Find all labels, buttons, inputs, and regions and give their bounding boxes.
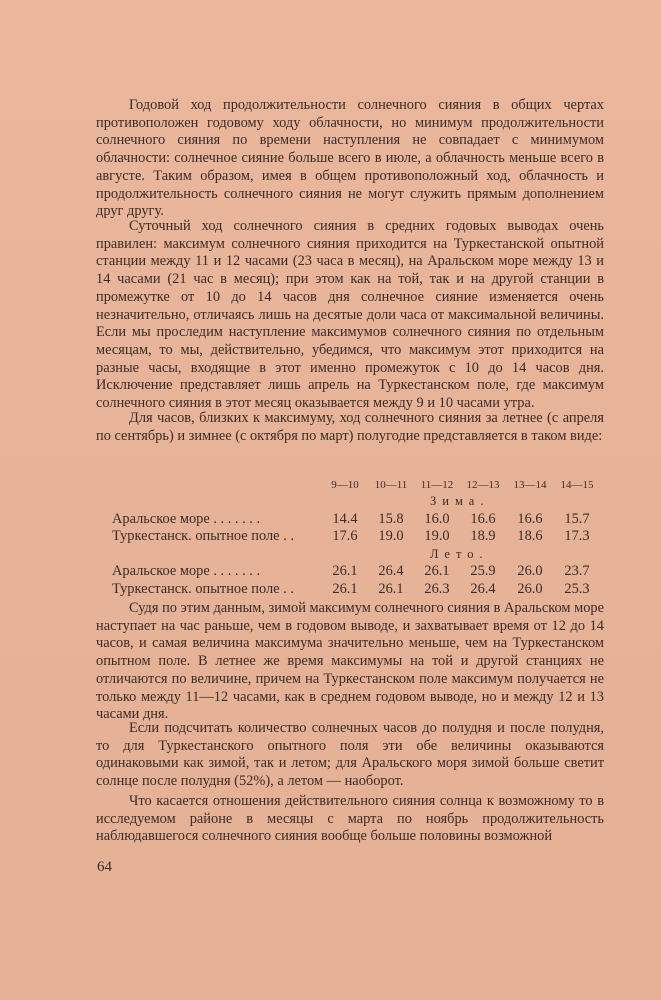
table-cell: 26.0 [517,580,543,597]
table-cell: 25.9 [470,563,496,579]
season-label: Лето. [430,546,489,561]
row-label: Аральское море . . . . . . . [112,510,261,527]
table-cell: 14.4 [332,510,358,527]
table-row [112,528,602,546]
season-label: Зима. [430,494,490,508]
paragraph-1 [96,97,604,221]
table-cell: 18.6 [517,528,543,544]
row-label: Туркестанск. опытное поле . . [112,528,294,544]
paragraph-text: Суточный ход солнечного сияния в средних годовых выводах очень правилен: максимум солнечного сияния приходится на Туркестанской опытной станции между 11 и 12 часами (23 часа в месяц), на Аральском море между 13 и 14 часами (21 час в месяц); при этом как на той, так и на другой станции в промежутке от 10 до 14 часов дня солнечное сияние изменяется очень незначительно, отличаясь лишь на десятые доли часа от максимальной величины. Если мы проследим наступление максимумов солнечного сияния по отдельным месяцам, то мы, действительно, убедимся, что максимум этот приходится на разные часы, входящие в этот именно промежуток с 10 до 14 часов дня. Исключение представляет лишь апрель на Туркестанском поле, где максимум солнечного сияния в этот месяц оказывается между 9 и 10 часами утра. [96,218,604,412]
table-cell: 15.7 [564,510,590,527]
table-cell: 19.0 [378,528,404,544]
row-label: Аральское море . . . . . . . [112,563,261,579]
table-cell: 17.6 [332,528,358,544]
table-cell: 16.0 [424,510,450,527]
season-heading-winter [112,493,602,511]
table-row [112,511,602,529]
table-cell: 15.8 [378,510,404,527]
hour-header: 12—13 [466,479,500,491]
table-cell: 26.1 [332,563,358,579]
paragraph-3 [96,410,604,445]
table-cell: 25.3 [564,580,590,597]
table-cell: 16.6 [470,510,496,527]
table-cell: 26.1 [424,563,450,579]
row-label: Туркестанск. опытное поле . . [112,580,294,597]
table-row [112,581,602,599]
paragraph-text: Если подсчитать количество солнечных часов до полудня и после полудня, то для Туркестанского опытного поля эти обе величины оказываются одинаковыми как зимой, так и летом; для Аральского моря зимой больше светит солнце после полудня (52%), а летом — наоборот. [96,720,604,790]
table-cell: 26.1 [332,580,358,597]
hour-header: 10—11 [374,479,408,491]
season-heading-summer [112,546,602,564]
table-row [112,563,602,581]
paragraph-6 [96,793,604,846]
hour-header: 9—10 [331,479,359,491]
paragraph-text: Что касается отношения действительного сияния солнца к возможному то в исследуемом районе в месяцы с марта по ноябрь продолжительность наблюдавшегося солнечного сияния вообще больше половины возможной [96,793,604,845]
table-cell: 26.0 [517,563,543,579]
table-cell: 19.0 [424,528,450,544]
table-cell: 26.4 [470,580,496,597]
sunshine-table [112,477,602,598]
paragraph-text: Годовой ход продолжительности солнечного сияния в общих чертах противоположен годовому ходу облачности, но минимум продолжительности солнечного сияния по времени наступления не совпадает с минимумом облачности: солнечное сияние больше всего в июле, а облачность меньше всего в августе. Таким образом, имея в общем противоположный ход, облачность и продолжительность солнечного сияния не могут служить прямым дополнением друг другу. [96,97,604,220]
paragraph-5 [96,720,604,791]
hour-header: 13—14 [513,479,547,491]
table-cell: 26.1 [378,580,404,597]
table-cell: 23.7 [564,563,590,579]
paragraph-2 [96,218,604,413]
paragraph-text: Для часов, близких к максимуму, ход солнечного сияния за летнее (с апреля по сентябрь) и зимнее (с октября по март) полугодие представляется в таком виде: [96,410,604,444]
table-cell: 18.9 [470,528,496,544]
table-cell: 26.4 [378,563,404,579]
paragraph-text: Судя по этим данным, зимой максимум солнечного сияния в Аральском море наступает на час раньше, чем в годовом выводе, и захватывает время от 12 до 14 часов, и самая величина максимума значительно меньше, чем на Туркестанском опытном поле. В летнее же время максимумы на той и другой станциях не отличаются по величине, причем на Туркестанском поле максимум получается не только между 11—12 часами, как в среднем годовом выводе, но и между 12 и 13 часами дня. [96,600,604,723]
paragraph-4 [96,600,604,724]
page-number: 64 [97,859,112,875]
hour-header: 11—12 [420,479,454,491]
table-cell: 26.3 [424,580,450,597]
table-header-row [112,477,602,493]
hour-header: 14—15 [560,479,594,491]
table-cell: 16.6 [517,510,543,527]
table-cell: 17.3 [564,528,590,544]
